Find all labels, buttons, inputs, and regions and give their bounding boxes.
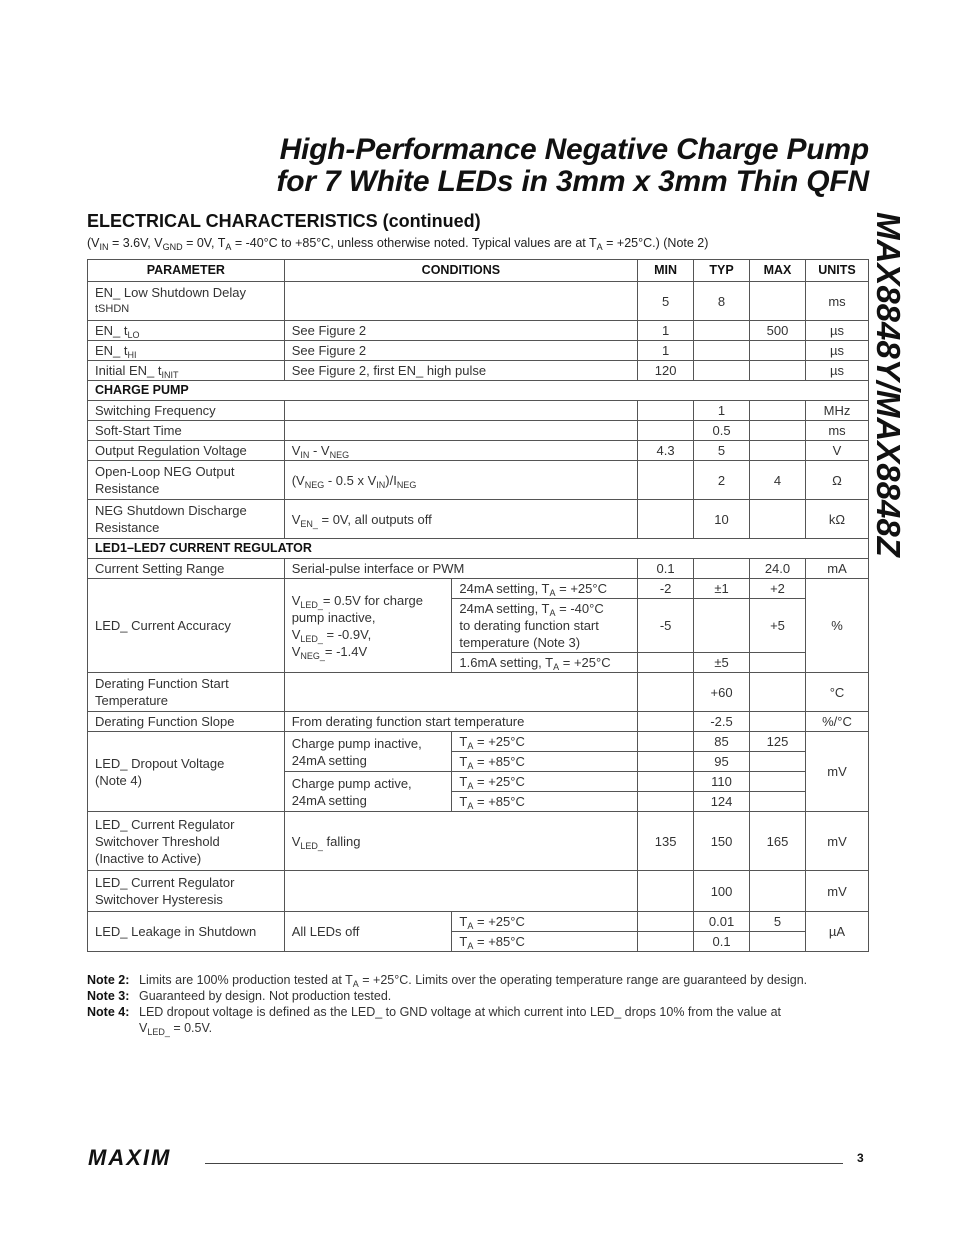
table-row: NEG Shutdown Discharge Resistance $V_{EN\_} = 0V$, all outputs off 10 kΩ [88, 500, 869, 539]
table-row: $T_A = +85^\circ C$ 0.1 [88, 932, 869, 952]
table-row: Charge pump active, 24mA setting $T_A = +25^\circ C$ 110 [88, 772, 869, 792]
group-header-row [88, 381, 869, 401]
table-row: $T_A = +85^\circ C$ 124 [88, 792, 869, 812]
param-cell: EN_ Low Shutdown Delay tSHDN [88, 282, 285, 321]
header-units: UNITS [805, 260, 868, 282]
table-header-row [88, 260, 869, 282]
table-row: Initial EN_ $t_{INIT}$ See Figure 2, first EN_ high pulse 120 µs [88, 361, 869, 381]
table-row: 1.6mA setting, $T_A = +25^\circ C$ ±5 [88, 653, 869, 673]
header-typ: TYP [694, 260, 750, 282]
header-conditions: CONDITIONS [284, 260, 637, 282]
maxim-logo: MAXIM [88, 1145, 172, 1170]
page-title [277, 134, 869, 198]
electrical-characteristics-table [87, 259, 869, 952]
table-row: EN_ Low Shutdown Delay tSHDN 5 8 ms [88, 282, 869, 321]
table-row: LED_ Dropout Voltage (Note 4) Charge pump inactive, 24mA setting $T_A = +25^\circ C$ 85 125 mV [88, 732, 869, 752]
header-max: MAX [750, 260, 806, 282]
table-row: Current Setting Range Serial-pulse interface or PWM 0.1 24.0 mA [88, 559, 869, 579]
title-line-1: High-Performance Negative Charge Pump [279, 133, 869, 166]
group-led-current-regulator: LED1–LED7 CURRENT REGULATOR [88, 539, 869, 559]
table-row: Soft-Start Time 0.5 ms [88, 421, 869, 441]
table-row: LED_ Current Accuracy $V_{LED\_}= 0.5V$ for charge pump inactive, $V_{LED\_} = -0.9V$, $V_{NEG\_}= -1.4V$ 24mA setting, $T_A = +25^\circ C$ -2 ±1 +2 % [88, 579, 869, 599]
note-4: Note 4: LED dropout voltage is defined as the LED_ to GND voltage at which current into LED_ drops 10% from the value at $V_{LED\_} = 0.5V$. [87, 1005, 782, 1037]
table-row: EN_ $t_{LO}$ See Figure 2 1 500 µs [88, 321, 869, 341]
table-row: EN_ $t_{HI}$ See Figure 2 1 µs [88, 341, 869, 361]
footer-divider [205, 1163, 843, 1164]
group-charge-pump: CHARGE PUMP [88, 381, 869, 401]
table-row: $T_A = +85^\circ C$ 95 [88, 752, 869, 772]
notes [87, 972, 877, 1036]
note-2: Note 2: Limits are 100% production tested at $T_A = +25^\circ C$. Limits over the operating temperature range are guaranteed by design. [87, 973, 808, 989]
section-heading: ELECTRICAL CHARACTERISTICS (continued) [87, 211, 481, 231]
table-row: Derating Function Slope From derating function start temperature -2.5 %/°C [88, 712, 869, 732]
side-part-number-text: MAX8848Y/MAX8848Z [870, 212, 907, 557]
table-row: Output Regulation Voltage $V_{IN} - V_{NEG}$ 4.3 5 V [88, 441, 869, 461]
section-conditions: ($V_{IN} = 3.6V$, $V_{GND} = 0V$, $T_A = -40^\circ C$ to +85°C, unless otherwise noted. Typical values are at $T_A = +25^\circ C$.) (Note 2) [87, 236, 709, 252]
page-number: 3 [857, 1151, 864, 1165]
table-row: Open-Loop NEG Output Resistance ($V_{NEG} - 0.5$ x $V_{IN})/I_{NEG}$ 2 4 Ω [88, 461, 869, 500]
header-parameter: PARAMETER [88, 260, 285, 282]
table-row: LED_ Current Regulator Switchover Threshold (Inactive to Active) $V_{LED\_}$ falling 135 150 165 mV [88, 812, 869, 871]
table-row: Switching Frequency 1 MHz [88, 401, 869, 421]
table-row: LED_ Current Regulator Switchover Hysteresis 100 mV [88, 871, 869, 912]
note-3: Note 3: Guaranteed by design. Not production tested. [87, 989, 392, 1003]
table-row: 24mA setting, $T_A = -40^\circ C$ to derating function start temperature (Note 3) -5 +5 [88, 599, 869, 653]
table-row: Derating Function Start Temperature +60 °C [88, 673, 869, 712]
title-line-2: for 7 White LEDs in 3mm x 3mm Thin QFN [276, 165, 869, 198]
table-row: LED_ Leakage in Shutdown All LEDs off $T_A = +25^\circ C$ 0.01 5 µA [88, 912, 869, 932]
side-part-number [862, 212, 912, 592]
group-header-row [88, 539, 869, 559]
header-min: MIN [638, 260, 694, 282]
